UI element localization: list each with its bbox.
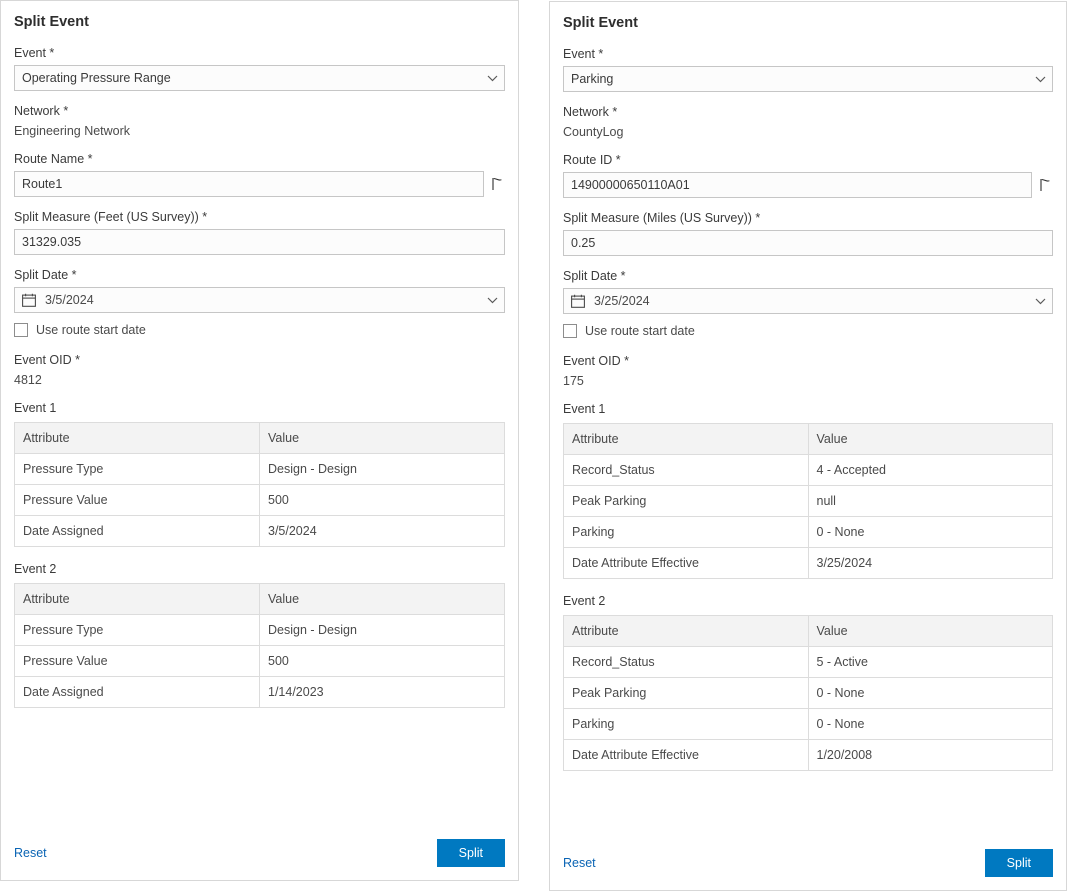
split-measure-field: [563, 230, 1053, 256]
panel-body: [1, 1, 518, 839]
network-value: Engineering Network: [14, 124, 131, 138]
event-1-caption: Event 1: [14, 401, 57, 415]
use-route-start-date-label: Use route start date: [585, 324, 695, 338]
cell-attribute: Pressure Value: [15, 646, 260, 677]
split-date-field[interactable]: [14, 287, 505, 313]
cell-value: 0 - None: [808, 517, 1053, 548]
panel-footer: [550, 849, 1066, 890]
split-date-label: Split Date *: [14, 268, 77, 282]
event-label: Event *: [14, 46, 55, 60]
cell-attribute: Record_Status: [564, 455, 809, 486]
event-2-attributes-table: [563, 615, 1053, 771]
event-label: Event *: [563, 47, 604, 61]
flag-pick-route-icon[interactable]: [490, 174, 505, 194]
table-header-row: [15, 423, 505, 454]
event-oid-value: 4812: [14, 373, 42, 387]
event-select-value[interactable]: Parking: [563, 66, 1053, 92]
table-row: [564, 709, 1053, 740]
page-title: Split Event: [14, 14, 89, 30]
cell-attribute: Date Assigned: [15, 516, 260, 547]
flag-pick-route-icon[interactable]: [1038, 175, 1053, 195]
table-header-row: [15, 584, 505, 615]
page-title: Split Event: [563, 15, 638, 31]
split-event-panel-left: [0, 0, 519, 881]
split-button[interactable]: Split: [437, 839, 505, 867]
event-2-attributes-table: [14, 583, 505, 708]
event-oid-label: Event OID *: [14, 353, 80, 367]
cell-attribute: Parking: [564, 517, 809, 548]
cell-value: 3/5/2024: [260, 516, 505, 547]
event-select-value[interactable]: Operating Pressure Range: [14, 65, 505, 91]
use-route-start-date-checkbox[interactable]: [14, 323, 28, 337]
table-header-row: [564, 616, 1053, 647]
column-header-value: Value: [808, 424, 1053, 455]
panel-footer: [1, 839, 518, 880]
table-row: [15, 454, 505, 485]
use-route-start-date-row[interactable]: [563, 323, 1053, 339]
cell-value: 5 - Active: [808, 647, 1053, 678]
event-oid-value: 175: [563, 374, 584, 388]
cell-value: null: [808, 486, 1053, 517]
cell-attribute: Peak Parking: [564, 678, 809, 709]
table-row: [564, 548, 1053, 579]
network-value: CountyLog: [563, 125, 624, 139]
cell-value: 1/14/2023: [260, 677, 505, 708]
event-2-caption: Event 2: [14, 562, 57, 576]
reset-link[interactable]: Reset: [563, 856, 596, 870]
panel-body: [550, 2, 1066, 849]
split-button[interactable]: Split: [985, 849, 1053, 877]
event-1-attributes-table: [563, 423, 1053, 579]
event-1-attributes-table: [14, 422, 505, 547]
table-header-row: [564, 424, 1053, 455]
table-row: [564, 647, 1053, 678]
column-header-value: Value: [260, 423, 505, 454]
table-row: [15, 615, 505, 646]
cell-value: 0 - None: [808, 678, 1053, 709]
use-route-start-date-checkbox[interactable]: [563, 324, 577, 338]
cell-attribute: Pressure Type: [15, 615, 260, 646]
cell-value: 0 - None: [808, 709, 1053, 740]
table-row: [564, 678, 1053, 709]
split-date-label: Split Date *: [563, 269, 626, 283]
event-select[interactable]: [563, 66, 1053, 92]
table-row: [15, 516, 505, 547]
cell-attribute: Record_Status: [564, 647, 809, 678]
cell-attribute: Date Attribute Effective: [564, 548, 809, 579]
cell-attribute: Pressure Value: [15, 485, 260, 516]
split-measure-label: Split Measure (Feet (US Survey)) *: [14, 210, 208, 224]
cell-value: 3/25/2024: [808, 548, 1053, 579]
cell-value: 500: [260, 646, 505, 677]
table-row: [15, 677, 505, 708]
table-row: [15, 485, 505, 516]
cell-value: 4 - Accepted: [808, 455, 1053, 486]
table-row: [15, 646, 505, 677]
split-measure-input[interactable]: 31329.035: [14, 229, 505, 255]
route-label: Route ID *: [563, 153, 621, 167]
table-row: [564, 517, 1053, 548]
split-event-panel-right: [549, 1, 1067, 891]
cell-value: 500: [260, 485, 505, 516]
event-oid-label: Event OID *: [563, 354, 629, 368]
route-input[interactable]: 14900000650110A01: [563, 172, 1032, 198]
table-row: [564, 740, 1053, 771]
event-1-caption: Event 1: [563, 402, 606, 416]
split-date-field[interactable]: [563, 288, 1053, 314]
cell-attribute: Date Assigned: [15, 677, 260, 708]
split-measure-label: Split Measure (Miles (US Survey)) *: [563, 211, 761, 225]
network-label: Network *: [563, 105, 618, 119]
route-label: Route Name *: [14, 152, 93, 166]
network-label: Network *: [14, 104, 69, 118]
split-measure-field: [14, 229, 505, 255]
route-input[interactable]: Route1: [14, 171, 484, 197]
column-header-value: Value: [260, 584, 505, 615]
cell-attribute: Peak Parking: [564, 486, 809, 517]
cell-value: Design - Design: [260, 454, 505, 485]
use-route-start-date-row[interactable]: [14, 322, 505, 338]
table-row: [564, 486, 1053, 517]
use-route-start-date-label: Use route start date: [36, 323, 146, 337]
reset-link[interactable]: Reset: [14, 846, 47, 860]
event-2-caption: Event 2: [563, 594, 606, 608]
cell-attribute: Parking: [564, 709, 809, 740]
cell-value: Design - Design: [260, 615, 505, 646]
cell-attribute: Date Attribute Effective: [564, 740, 809, 771]
split-date-value[interactable]: 3/25/2024: [563, 288, 1053, 314]
route-input-row: [563, 172, 1053, 198]
split-date-value[interactable]: 3/5/2024: [14, 287, 505, 313]
table-row: [564, 455, 1053, 486]
column-header-attribute: Attribute: [564, 616, 809, 647]
calendar-icon: [22, 287, 36, 313]
split-measure-input[interactable]: 0.25: [563, 230, 1053, 256]
column-header-value: Value: [808, 616, 1053, 647]
cell-value: 1/20/2008: [808, 740, 1053, 771]
cell-attribute: Pressure Type: [15, 454, 260, 485]
calendar-icon: [571, 288, 585, 314]
column-header-attribute: Attribute: [564, 424, 809, 455]
column-header-attribute: Attribute: [15, 584, 260, 615]
route-input-row: [14, 171, 505, 197]
event-select[interactable]: [14, 65, 505, 91]
column-header-attribute: Attribute: [15, 423, 260, 454]
